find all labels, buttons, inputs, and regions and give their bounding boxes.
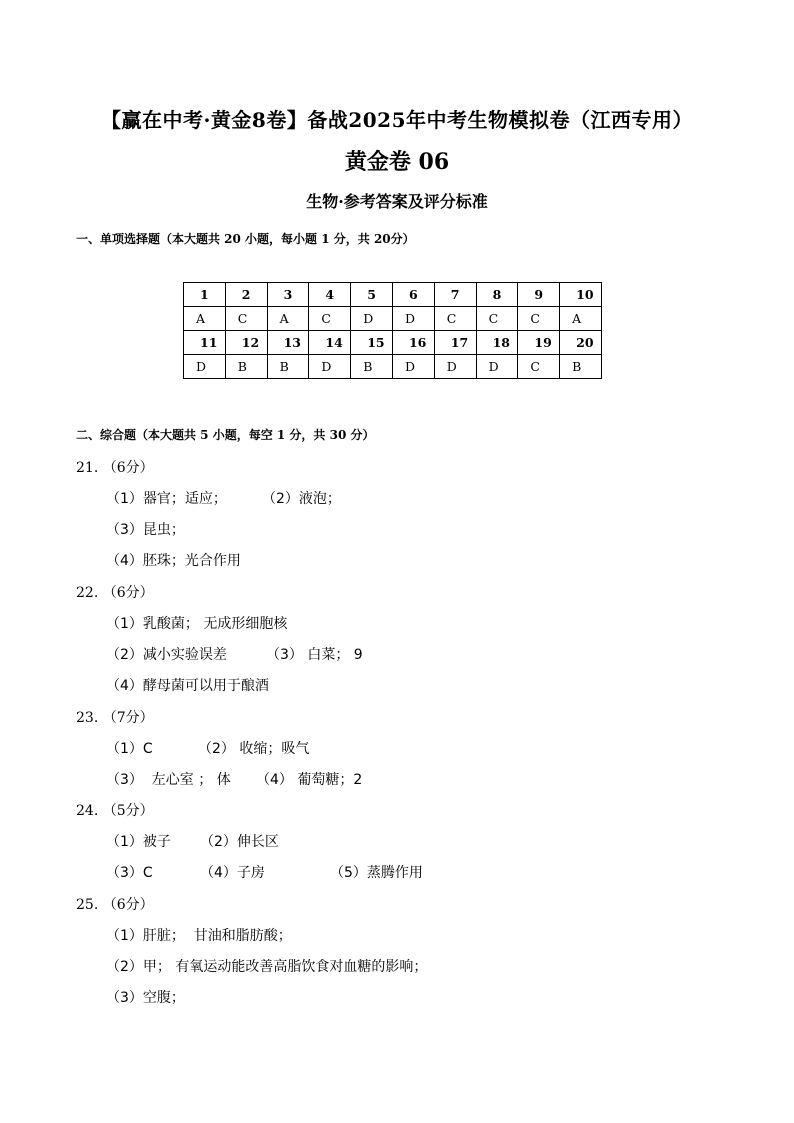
answer-23-2: （2） 收缩；吸气 — [198, 741, 310, 757]
table-cell: A — [560, 307, 602, 331]
answer-21-2: （2）液泡； — [262, 491, 341, 507]
table-cell: B — [351, 355, 393, 379]
answer-24-5: （5）蒸腾作用 — [330, 865, 423, 881]
table-cell: D — [392, 307, 434, 331]
question-24-label: 24. （5分） — [76, 803, 154, 819]
answer-24-4: （4）子房 — [200, 865, 265, 881]
answer-21-4: （4）胚珠；光合作用 — [106, 553, 241, 569]
answer-25-1: （1）肝脏； 甘油和脂肪酸； — [106, 928, 292, 944]
table-cell: B — [225, 355, 267, 379]
table-cell: D — [351, 307, 393, 331]
table-cell: 19 — [518, 331, 560, 355]
answer-25-2: （2）甲； 有氧运动能改善高脂饮食对血糖的影响； — [106, 959, 428, 975]
table-cell: D — [476, 355, 518, 379]
section-1-heading: 一、单项选择题（本大题共 20 小题，每小题 1 分，共 20分） — [76, 232, 415, 246]
table-cell: 7 — [434, 283, 476, 307]
table-cell: 9 — [518, 283, 560, 307]
table-cell: 2 — [225, 283, 267, 307]
table-cell: C — [518, 355, 560, 379]
table-cell: B — [560, 355, 602, 379]
document-title: 【赢在中考·黄金8卷】备战2025年中考生物模拟卷（江西专用） — [100, 108, 694, 132]
table-cell: 10 — [560, 283, 602, 307]
answer-22-4: （4）酵母菌可以用于酿酒 — [106, 678, 269, 694]
table-cell: 11 — [184, 331, 226, 355]
paper-number: 黄金卷 06 — [344, 149, 450, 175]
answer-22-1: （1）乳酸菌； 无成形细胞核 — [106, 616, 288, 632]
table-cell: C — [434, 307, 476, 331]
table-cell: 13 — [267, 331, 309, 355]
table-row — [184, 355, 602, 379]
table-cell: 12 — [225, 331, 267, 355]
table-row — [184, 331, 602, 355]
section-2-heading: 二、综合题（本大题共 5 小题，每空 1 分，共 30 分） — [76, 428, 375, 442]
table-row — [184, 283, 602, 307]
table-cell: D — [392, 355, 434, 379]
table-row — [184, 307, 602, 331]
table-cell: 6 — [392, 283, 434, 307]
answer-23-3: （3） 左心室 ； 体 — [106, 772, 231, 788]
answer-22-3: （3） 白菜； 9 — [266, 647, 363, 663]
question-21-label: 21. （6分） — [76, 460, 154, 476]
table-cell: B — [267, 355, 309, 379]
table-cell: 1 — [184, 283, 226, 307]
table-cell: 17 — [434, 331, 476, 355]
answer-23-4: （4） 葡萄糖；2 — [256, 772, 363, 788]
question-22-label: 22. （6分） — [76, 585, 154, 601]
table-cell: 3 — [267, 283, 309, 307]
table-cell: D — [434, 355, 476, 379]
question-25-label: 25. （6分） — [76, 897, 154, 913]
table-cell: A — [184, 307, 226, 331]
table-cell: 15 — [351, 331, 393, 355]
table-cell: 5 — [351, 283, 393, 307]
answer-21-3: （3）昆虫； — [106, 522, 185, 538]
answer-24-2: （2）伸长区 — [200, 834, 279, 850]
answer-21-1: （1）器官；适应； — [106, 491, 227, 507]
table-cell: 8 — [476, 283, 518, 307]
answer-table — [183, 282, 602, 379]
answer-24-1: （1）被子 — [106, 834, 171, 850]
table-cell: 18 — [476, 331, 518, 355]
table-cell: 4 — [309, 283, 351, 307]
answer-24-3: （3）C — [106, 865, 153, 881]
table-cell: D — [184, 355, 226, 379]
answer-22-2: （2）减小实验误差 — [106, 647, 227, 663]
table-cell: C — [518, 307, 560, 331]
table-cell: 14 — [309, 331, 351, 355]
question-23-label: 23. （7分） — [76, 710, 154, 726]
answer-25-3: （3）空腹； — [106, 990, 185, 1006]
table-cell: A — [267, 307, 309, 331]
table-cell: C — [225, 307, 267, 331]
table-cell: C — [476, 307, 518, 331]
answer-key-heading: 生物·参考答案及评分标准 — [306, 192, 488, 211]
table-cell: 16 — [392, 331, 434, 355]
answer-23-1: （1）C — [106, 741, 153, 757]
table-cell: 20 — [560, 331, 602, 355]
table-cell: C — [309, 307, 351, 331]
table-cell: D — [309, 355, 351, 379]
